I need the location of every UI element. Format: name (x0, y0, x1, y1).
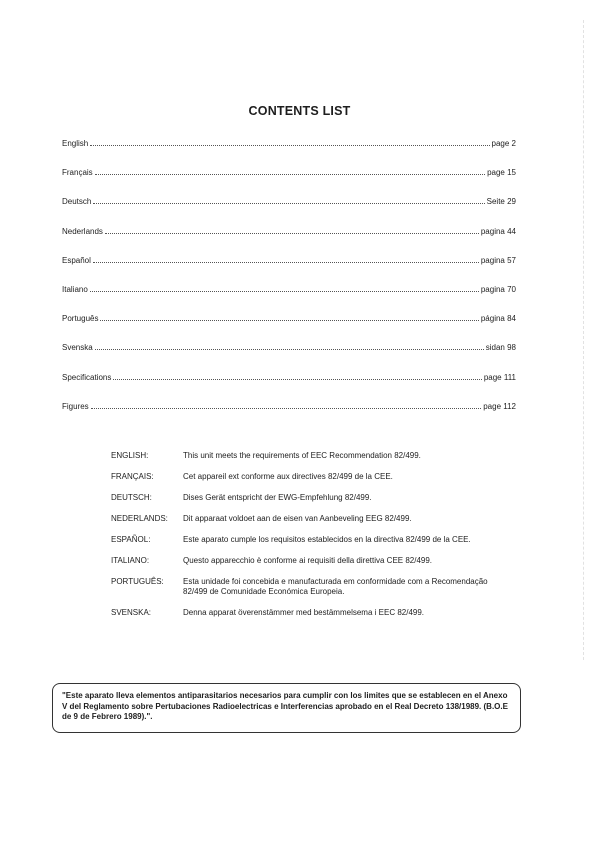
toc-page: sidan 98 (485, 343, 516, 353)
toc-row[interactable] (62, 373, 516, 402)
toc-leader-dots (100, 319, 478, 321)
toc-row[interactable] (62, 285, 516, 314)
conformity-row (111, 535, 491, 545)
conformity-text: Esta unidade foi concebida e manufacturada em conformidade com a Recomendação 82/499 de Comunidade Económica Europeia. (183, 577, 488, 596)
toc-row[interactable] (62, 197, 516, 226)
conformity-language: NEDERLANDS: (111, 514, 168, 523)
toc-leader-dots (95, 348, 484, 350)
toc-leader-dots (90, 144, 489, 146)
toc-page: pagina 44 (480, 226, 516, 236)
toc-label: Nederlands (62, 226, 103, 236)
toc-page: page 112 (483, 401, 516, 411)
regulatory-notice-box (52, 683, 521, 733)
toc-page: page 15 (487, 168, 516, 178)
toc-label: Português (62, 314, 99, 324)
toc-label: Deutsch (62, 197, 92, 207)
toc-label: Español (62, 255, 91, 265)
toc-page: Seite 29 (486, 197, 516, 207)
conformity-statements (111, 451, 491, 629)
toc-row[interactable] (62, 168, 516, 197)
toc-row[interactable] (62, 402, 516, 431)
toc-leader-dots (93, 202, 484, 204)
toc-label: Svenska (62, 343, 93, 353)
conformity-language: SVENSKA: (111, 608, 152, 617)
conformity-row (111, 493, 491, 503)
toc-label: Specifications (62, 372, 112, 382)
toc-row[interactable] (62, 139, 516, 168)
toc-label: English (62, 139, 89, 148)
conformity-row (111, 514, 491, 524)
toc-row[interactable] (62, 343, 516, 372)
toc-leader-dots (113, 378, 481, 380)
conformity-text: Dises Gerät entspricht der EWG-Empfehlung 82/499. (183, 493, 372, 502)
regulatory-notice-text: "Este aparato lleva elementos antiparasitarios necesarios para cumplir con los limites que se establecen en el Anexo V del Reglamento sobre Pertubaciones Radioelectricas e Interferencias aprobado en el Real Decreto 138/1989. (B.O.E de 9 de Febrero 1989).". (62, 691, 508, 721)
conformity-language: PORTUGUÊS: (111, 577, 164, 586)
toc-leader-dots (91, 407, 482, 409)
toc-label: Italiano (62, 284, 88, 294)
toc-row[interactable] (62, 314, 516, 343)
conformity-text: This unit meets the requirements of EEC Recommendation 82/499. (183, 451, 421, 460)
conformity-language: FRANÇAIS: (111, 472, 154, 481)
conformity-row (111, 608, 491, 618)
toc-page: page 111 (483, 372, 516, 382)
conformity-text: Cet appareil ext conforme aux directives 82/499 de la CEE. (183, 472, 393, 481)
conformity-text: Questo apparecchio è conforme ai requisiti della direttiva CEE 82/499. (183, 556, 433, 565)
contents-list (62, 139, 516, 431)
conformity-row (111, 577, 491, 597)
toc-label: Figures (62, 401, 89, 411)
toc-page: pagina 70 (480, 284, 516, 294)
toc-leader-dots (95, 173, 485, 175)
conformity-language: ITALIANO: (111, 556, 150, 565)
toc-page: pagina 57 (480, 255, 516, 265)
toc-leader-dots (90, 290, 479, 292)
toc-page: page 2 (491, 139, 516, 148)
toc-row[interactable] (62, 227, 516, 256)
conformity-text: Dit apparaat voldoet aan de eisen van Aanbeveling EEG 82/499. (183, 514, 412, 523)
conformity-text: Denna apparat överenstämmer med bestämmelsema i EEC 82/499. (183, 608, 425, 617)
toc-row[interactable] (62, 256, 516, 285)
page-title: CONTENTS LIST (248, 104, 351, 118)
toc-leader-dots (93, 261, 479, 263)
conformity-text: Este aparato cumple los requisitos establecidos en la directiva 82/499 de la CEE. (183, 535, 471, 544)
conformity-row (111, 472, 491, 482)
conformity-row (111, 451, 491, 461)
toc-label: Français (62, 168, 93, 178)
toc-page: página 84 (480, 314, 516, 324)
toc-leader-dots (105, 232, 479, 234)
conformity-language: ESPAÑOL: (111, 535, 151, 544)
conformity-row (111, 556, 491, 566)
conformity-language: ENGLISH: (111, 451, 149, 460)
conformity-language: DEUTSCH: (111, 493, 152, 502)
